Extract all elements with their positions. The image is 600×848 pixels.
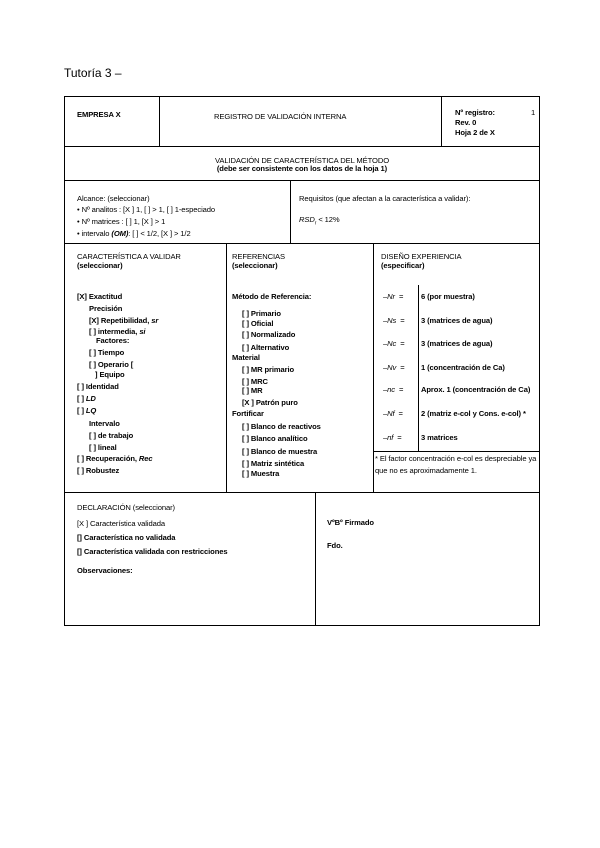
declaration-title: DECLARACIÓN (seleccionar) [77, 503, 175, 512]
requirements-title: Requisitos (que afectan a la característica a validar): [299, 194, 471, 203]
approval-label: VºBº Firmado [327, 518, 374, 527]
divider [65, 180, 539, 181]
ref-oficial: [ ] Oficial [242, 319, 274, 328]
divider [226, 243, 227, 492]
design-value: 3 (matrices de agua) [421, 339, 493, 348]
item-intervalo: Intervalo [89, 419, 120, 428]
ref-fortificar-title: Fortificar [232, 409, 264, 418]
design-value: 2 (matriz e-col y Cons. e-col) * [421, 409, 526, 418]
design-value: 3 matrices [421, 433, 458, 442]
design-subheader: (especificar) [381, 261, 425, 270]
divider [373, 451, 539, 452]
ref-matriz-sintetica: [ ] Matriz sintética [242, 459, 305, 468]
item-operario: [ ] Operario [ [89, 360, 134, 369]
revision: Rev. 0 [455, 118, 477, 127]
ref-normalizado: [ ] Normalizado [242, 330, 296, 339]
item-recuperacion: [ ] Recuperación, Rec [77, 454, 153, 463]
item-ld: [ ] LD [77, 394, 96, 403]
ref-primario: [ ] Primario [242, 309, 281, 318]
scope-analytes: • Nº analitos : [X ] 1, [ ] > 1, [ ] 1-especiado [77, 205, 216, 214]
design-symbol: –Nc = [383, 339, 405, 348]
characteristic-subheader: (seleccionar) [77, 261, 123, 270]
registry-label: Nº registro: [455, 108, 495, 117]
references-header: REFERENCIAS [232, 252, 285, 261]
validation-subtitle: (debe ser consistente con los datos de la hoja 1) [216, 164, 388, 173]
item-lineal: [ ] lineal [89, 443, 117, 452]
design-symbol: –Nf = [383, 409, 403, 418]
validation-title: VALIDACIÓN DE CARACTERÍSTICA DEL MÉTODO [214, 156, 390, 165]
characteristic-header: CARACTERÍSTICA A VALIDAR [77, 252, 181, 261]
design-note: * El factor concentración e-col es despreciable ya que no es aproximadamente 1. [375, 454, 537, 475]
ref-alternativo: [ ] Alternativo [242, 343, 290, 352]
declaration-not-validated: [] Característica no validada [77, 533, 176, 542]
divider [65, 243, 539, 244]
item-exactitud: [X] Exactitud [77, 292, 123, 301]
item-robustez: [ ] Robustez [77, 466, 120, 475]
divider [159, 97, 160, 146]
design-value: 1 (concentración de Ca) [421, 363, 505, 372]
item-tiempo: [ ] Tiempo [89, 348, 125, 357]
design-symbol: –Nr = [383, 292, 404, 301]
item-factores: Factores: [96, 336, 130, 345]
design-value: 3 (matrices de agua) [421, 316, 493, 325]
ref-mr-primario: [ ] MR primario [242, 365, 295, 374]
observations-label: Observaciones: [77, 566, 133, 575]
design-symbol: –nc = [383, 385, 404, 394]
design-value: Aprox. 1 (concentración de Ca) [421, 385, 531, 394]
sheet-number: Hoja 2 de X [455, 128, 495, 137]
item-equipo: ] Equipo [95, 370, 125, 379]
design-symbol: –Nv = [383, 363, 405, 372]
divider [418, 285, 419, 451]
item-lq: [ ] LQ [77, 406, 97, 415]
ref-blanco-reactivos: [ ] Blanco de reactivos [242, 422, 321, 431]
divider [290, 180, 291, 243]
form-title: REGISTRO DE VALIDACIÓN INTERNA [214, 112, 347, 121]
design-symbol: –Ns = [383, 316, 405, 325]
item-intermedia: [ ] intermedia, si [89, 327, 146, 336]
divider [441, 97, 442, 146]
ref-mrc: [ ] MRC [242, 377, 268, 386]
company-name: EMPRESA X [77, 110, 121, 119]
declaration-validated: [X ] Característica validada [77, 519, 165, 528]
ref-blanco-analitico: [ ] Blanco analítico [242, 434, 308, 443]
ref-patron-puro: [X ] Patrón puro [242, 398, 298, 407]
scope-interval: • intervalo (OM): [ ] < 1/2, [X ] > 1/2 [77, 229, 191, 238]
item-precision: Precisión [89, 304, 123, 313]
design-header: DISEÑO EXPERIENCIA [381, 252, 462, 261]
ref-mr: [ ] MR [242, 386, 263, 395]
requirements-rsd: $RSD_r < 12\%$ [299, 215, 340, 227]
divider [65, 146, 539, 147]
declaration-restrictions: [] Característica validada con restricciones [77, 547, 228, 556]
divider [373, 243, 374, 492]
design-symbol: –nf = [383, 433, 402, 442]
ref-material-title: Material [232, 353, 260, 362]
scope-title: Alcance: (seleccionar) [77, 194, 150, 203]
registry-number: 1 [531, 108, 536, 117]
item-repetibilidad: [X] Repetibilidad, sr [89, 316, 159, 325]
divider [315, 492, 316, 625]
validation-form [64, 96, 540, 626]
item-identidad: [ ] Identidad [77, 382, 119, 391]
references-subheader: (seleccionar) [232, 261, 278, 270]
ref-method-title: Método de Referencia: [232, 292, 312, 301]
divider [65, 492, 539, 493]
ref-blanco-muestra: [ ] Blanco de muestra [242, 447, 318, 456]
design-value: 6 (por muestra) [421, 292, 475, 301]
page-heading: Tutoría 3 – [64, 66, 122, 80]
scope-matrices: • Nº matrices : [ ] 1, [X ] > 1 [77, 217, 166, 226]
ref-muestra: [ ] Muestra [242, 469, 280, 478]
item-de-trabajo: [ ] de trabajo [89, 431, 134, 440]
signature-label: Fdo. [327, 541, 343, 550]
